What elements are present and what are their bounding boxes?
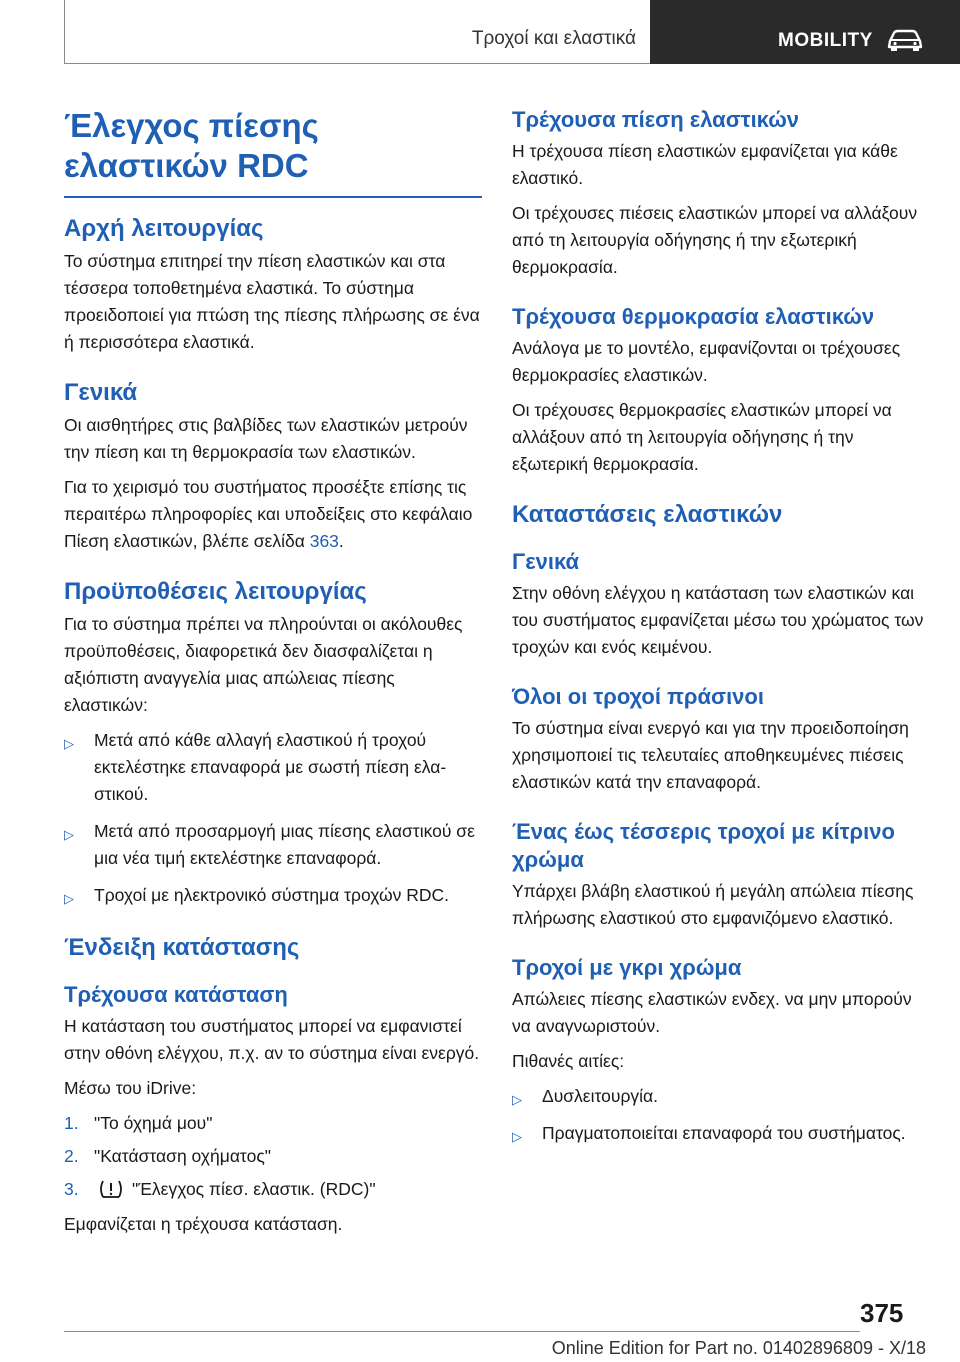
- green-wheels-heading: Όλοι οι τροχοί πράσινοι: [512, 684, 764, 709]
- list-item: ▷ Πραγματοποιείται επαναφορά του συστήματος.: [512, 1120, 930, 1147]
- general-heading: Γενικά: [64, 379, 138, 406]
- header-bottom-rule: [64, 63, 650, 64]
- page-reference-link[interactable]: 363: [309, 531, 339, 551]
- current-temperature-text-2: Οι τρέχουσες θερμοκρασίες ελαστικών μπορεί να αλλάξουν από τη λειτουργία οδήγησης ή την εξωτερική θερμοκρασία.: [512, 400, 892, 474]
- prerequisites-list: [64, 727, 482, 909]
- current-pressure-text-1: Η τρέχουσα πίεση ελαστικών εμφανίζεται για κάθε ελαστικό.: [512, 141, 898, 188]
- tire-status-general-text: Στην οθόνη ελέγχου η κατάσταση των ελαστικών και του συστήματος εμφανίζεται μέσω του χρώματος των τροχών και ενός κειμένου.: [512, 583, 924, 657]
- general-text-1: Οι αισθητήρες στις βαλβίδες των ελαστικών μετρούν την πίεση και τη θερμοκρασία των ελαστικών.: [64, 415, 468, 462]
- right-column: [512, 106, 930, 1157]
- grey-wheels-heading: Τροχοί με γκρι χρώμα: [512, 955, 742, 980]
- idrive-intro: Μέσω του iDrive:: [64, 1078, 197, 1098]
- triangle-bullet-icon: ▷: [512, 1092, 522, 1107]
- list-item: ▷ Μετά από προσαρμογή μιας πίεσης ελαστικού σε μια νέα τιμή εκτελέστηκε επαναφορά.: [64, 821, 475, 868]
- prerequisites-text: Για το σύστημα πρέπει να πληρούνται οι ακόλουθες προϋποθέσεις, διαφορετικά δεν διασφαλίζεται η αξιόπιστη αναγγελία μιας απώλειας πίεσης ελαστικών:: [64, 614, 463, 715]
- idrive-steps: [64, 1110, 482, 1203]
- list-item: ▷ Μετά από κάθε αλλαγή ελαστικού ή τροχού εκτελέστηκε επαναφορά με σωστή πίεση ελαστικού.: [64, 730, 447, 804]
- header-category-label: MOBILITY: [778, 30, 873, 51]
- triangle-bullet-icon: ▷: [512, 1129, 522, 1144]
- principle-text: Το σύστημα επιτηρεί την πίεση ελαστικών και στα τέσσερα τοποθετημένα ελαστικά. Το σύστημα προειδοποιεί για πτώση της πίεσης πλήρωσης σε ένα ή περισσότερα ελαστικά.: [64, 251, 480, 352]
- current-status-heading: Τρέχουσα κατάσταση: [64, 982, 288, 1007]
- status-heading: Ένδειξη κατάστασης: [64, 934, 300, 961]
- yellow-wheels-text: Υπάρχει βλάβη ελαστικού ή μεγάλη απώλεια πίεσης πλήρωσης ελαστικού στο εμφανιζόμενο ελαστικό.: [512, 881, 914, 928]
- current-pressure-heading: Τρέχουσα πίεση ελαστικών: [512, 107, 800, 132]
- status-result: Εμφανίζεται η τρέχουσα κατάσταση.: [64, 1214, 343, 1234]
- header-category-tab: [650, 0, 960, 64]
- step-item: 1. "Το όχημά μου": [64, 1113, 213, 1133]
- car-icon: [886, 28, 924, 52]
- general-text-2: Για το χειρισμό του συστήματος προσέξτε επίσης τις περαιτέρω πληροφορίες και υποδείξεις στο κεφάλαιο Πίεση ελαστικών, βλέπε σελίδα 363.: [64, 477, 473, 551]
- current-pressure-text-2: Οι τρέχουσες πιέσεις ελαστικών μπορεί να αλλάξουν από τη λειτουργία οδήγησης ή την εξωτερική θερμοκρασία.: [512, 203, 918, 277]
- current-temperature-text-1: Ανάλογα με το μοντέλο, εμφανίζονται οι τρέχουσες θερμοκρασίες ελαστικών.: [512, 338, 901, 385]
- grey-wheels-text: Απώλειες πίεσης ελαστικών ενδεχ. να μην μπορούν να αναγνωριστούν.: [512, 989, 912, 1036]
- left-column: [64, 106, 482, 1246]
- prerequisites-heading: Προϋποθέσεις λειτουργίας: [64, 578, 367, 605]
- footer-rule: [64, 1331, 860, 1332]
- triangle-bullet-icon: ▷: [64, 891, 74, 906]
- title-underline: [64, 196, 482, 198]
- principle-heading: Αρχή λειτουργίας: [64, 215, 264, 242]
- possible-causes-list: [512, 1083, 930, 1147]
- current-status-text: Η κατάσταση του συστήματος μπορεί να εμφανιστεί στην οθόνη ελέγχου, π.χ. αν το σύστημα είναι ενεργό.: [64, 1016, 480, 1063]
- list-item: ▷ Δυσλειτουργία.: [512, 1083, 930, 1110]
- current-temperature-heading: Τρέχουσα θερμοκρασία ελαστικών: [512, 304, 875, 329]
- tire-status-general-heading: Γενικά: [512, 549, 580, 574]
- triangle-bullet-icon: ▷: [64, 736, 74, 751]
- step-item: 3. "Έλεγχος πίεσ. ελαστικ. (RDC)": [64, 1179, 376, 1199]
- header-section-title: Τροχοί και ελαστικά: [471, 28, 636, 49]
- triangle-bullet-icon: ▷: [64, 827, 74, 842]
- page-number: 375: [860, 1298, 904, 1328]
- yellow-wheels-heading: Ένας έως τέσσερις τροχοί με κίτρινο χρώμα: [512, 819, 895, 872]
- tire-status-heading: Καταστάσεις ελαστικών: [512, 501, 783, 528]
- page-title: Έλεγχος πίεσης ελαστικών RDC: [64, 107, 319, 184]
- step-item: 2. "Κατάσταση οχήματος": [64, 1146, 271, 1166]
- footer-edition: Online Edition for Part no. 01402896809 - X/18: [551, 1338, 926, 1358]
- list-item: ▷ Τροχοί με ηλεκτρονικό σύστημα τροχών RDC.: [64, 882, 482, 909]
- green-wheels-text: Το σύστημα είναι ενεργό και για την προειδοποίηση χρησιμοποιεί τις τελευταίες αποθηκευμένες πιέσεις ελαστικών κατά την επαναφορά.: [512, 718, 909, 792]
- possible-causes-label: Πιθανές αιτίες:: [512, 1051, 625, 1071]
- tire-pressure-warning-icon: [98, 1178, 124, 1200]
